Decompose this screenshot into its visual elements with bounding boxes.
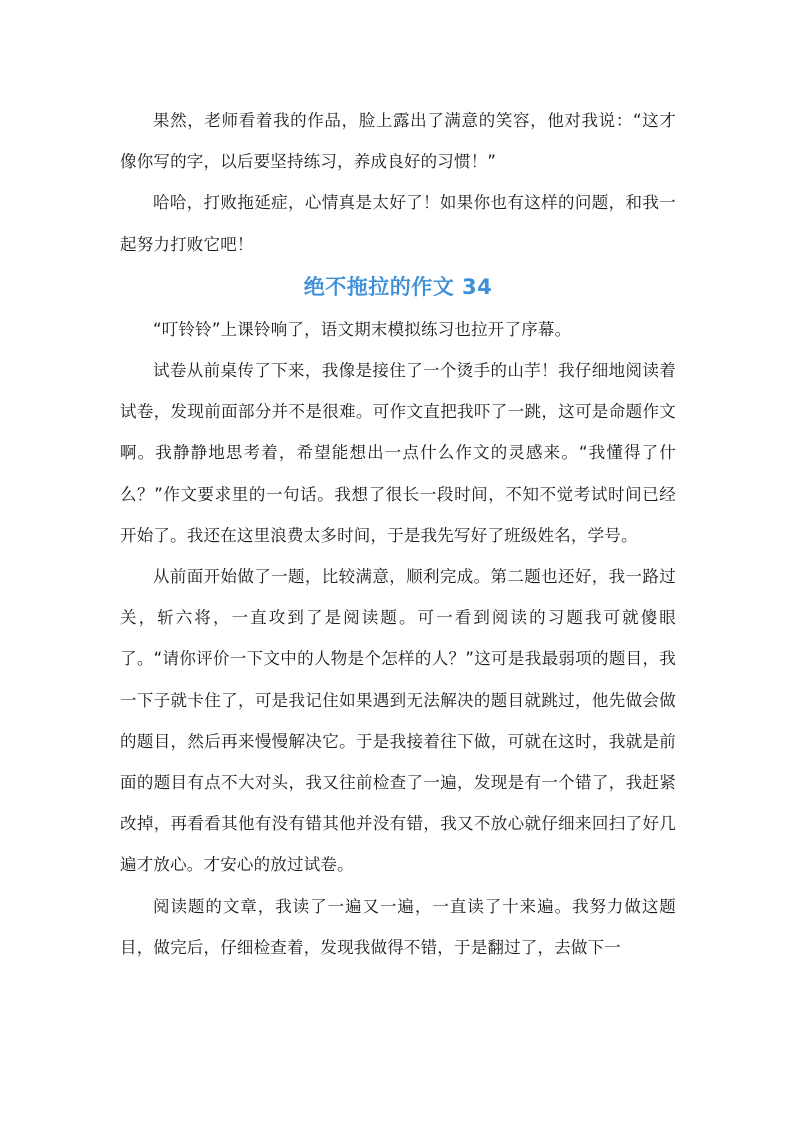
paragraph: 从前面开始做了一题，比较满意，顺利完成。第二题也还好，我一路过关，斩六将，一直攻到了是阅读题。可一看到阅读的习题我可就傻眼了。“请你评价一下文中的人物是个怎样的人？”这可是我最弱项的题目，我一下子就卡住了，可是我记住如果遇到无法解决的题目就跳过，他先做会做的题目，然后再来慢慢解决它。于是我接着往下做，可就在这时，我就是前面的题目有点不大对头，我又往前检查了一遍，发现是有一个错了，我赶紧改掉，再看看其他有没有错其他并没有错，我又不放心就仔细来回扫了好几遍才放心。才安心的放过试卷。: [120, 567, 676, 875]
paragraph: “叮铃铃”上课铃响了，语文期末模拟练习也拉开了序幕。: [153, 319, 572, 339]
paragraph: 哈哈，打败拖延症，心情真是太好了！如果你也有这样的问题，和我一起努力打败它吧！: [120, 193, 676, 254]
section-title: 绝不拖拉的作文 34: [303, 274, 493, 299]
paragraph: 阅读题的文章，我读了一遍又一遍，一直读了十来遍。我努力做这题目，做完后，仔细检查着，发现我做得不错，于是翻过了，去做下一: [120, 896, 676, 957]
document-body: [120, 100, 676, 968]
paragraph: 试卷从前桌传了下来，我像是接住了一个烫手的山芋！我仔细地阅读着试卷，发现前面部分并不是很难。可作文直把我吓了一跳，这可是命题作文啊。我静静地思考着，希望能想出一点什么作文的灵感来。“我懂得了什么？”作文要求里的一句话。我想了很长一段时间，不知不觉考试时间已经开始了。我还在这里浪费太多时间，于是我先写好了班级姓名，学号。: [120, 361, 676, 545]
paragraph: 果然，老师看着我的作品，脸上露出了满意的笑容，他对我说：“这才像你写的字，以后要坚持练习，养成良好的习惯！”: [120, 111, 676, 172]
